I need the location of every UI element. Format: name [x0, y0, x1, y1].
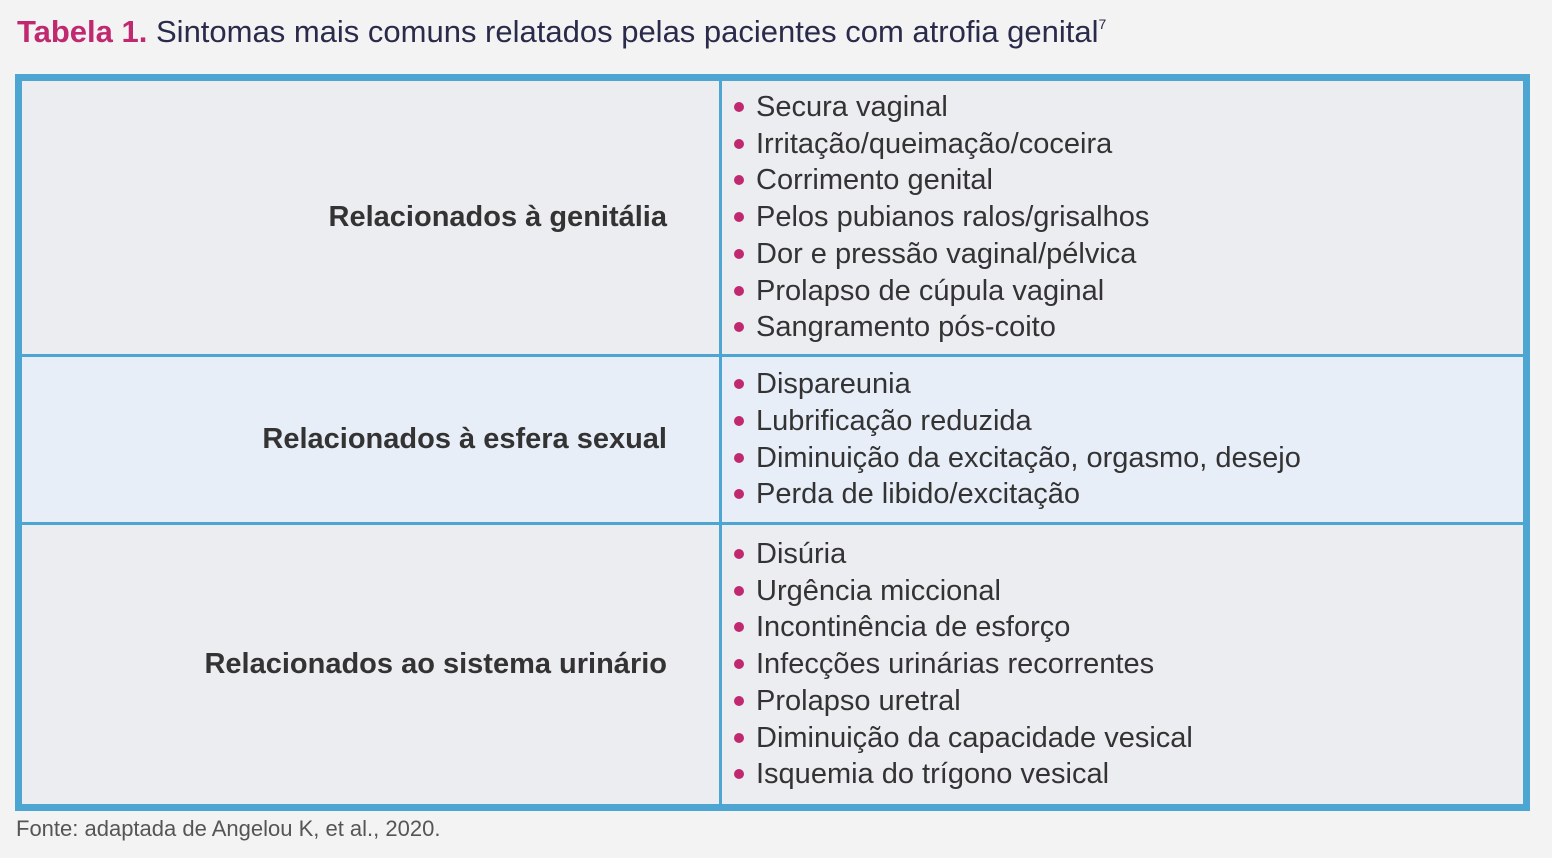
symptom-item: Corrimento genital	[732, 162, 1523, 199]
symptom-item: Dor e pressão vaginal/pélvica	[732, 236, 1523, 273]
category-cell: Relacionados ao sistema urinário	[19, 524, 721, 808]
caption-text: Sintomas mais comuns relatados pelas pacientes com atrofia genital	[156, 14, 1099, 49]
symptom-item: Infecções urinárias recorrentes	[732, 646, 1523, 683]
symptom-list	[722, 366, 1523, 513]
symptom-item: Diminuição da excitação, orgasmo, desejo	[732, 440, 1523, 477]
items-cell	[721, 78, 1527, 356]
symptom-list	[722, 89, 1523, 346]
table-row	[19, 524, 1527, 808]
symptom-list	[722, 536, 1523, 793]
symptom-item: Incontinência de esforço	[732, 609, 1523, 646]
items-cell	[721, 524, 1527, 808]
symptom-item: Diminuição da capacidade vesical	[732, 720, 1523, 757]
symptom-item: Lubrificação reduzida	[732, 403, 1523, 440]
symptoms-table	[15, 74, 1530, 811]
symptom-item: Urgência miccional	[732, 573, 1523, 610]
symptom-item: Sangramento pós-coito	[732, 309, 1523, 346]
symptom-item: Dispareunia	[732, 366, 1523, 403]
symptom-item: Secura vaginal	[732, 89, 1523, 126]
table-row	[19, 356, 1527, 524]
category-cell: Relacionados à genitália	[19, 78, 721, 356]
symptom-item: Prolapso uretral	[732, 683, 1523, 720]
symptom-item: Perda de libido/excitação	[732, 476, 1523, 513]
source-note: Fonte: adaptada de Angelou K, et al., 2020.	[16, 816, 441, 841]
category-cell: Relacionados à esfera sexual	[19, 356, 721, 524]
symptom-item: Disúria	[732, 536, 1523, 573]
items-cell	[721, 356, 1527, 524]
table-row	[19, 78, 1527, 356]
table-label: Tabela 1.	[17, 14, 148, 49]
symptom-item: Irritação/queimação/coceira	[732, 126, 1523, 163]
table-caption	[17, 14, 1106, 50]
symptom-item: Pelos pubianos ralos/grisalhos	[732, 199, 1523, 236]
symptom-item: Isquemia do trígono vesical	[732, 756, 1523, 793]
reference-superscript: 7	[1098, 16, 1107, 32]
symptom-item: Prolapso de cúpula vaginal	[732, 273, 1523, 310]
